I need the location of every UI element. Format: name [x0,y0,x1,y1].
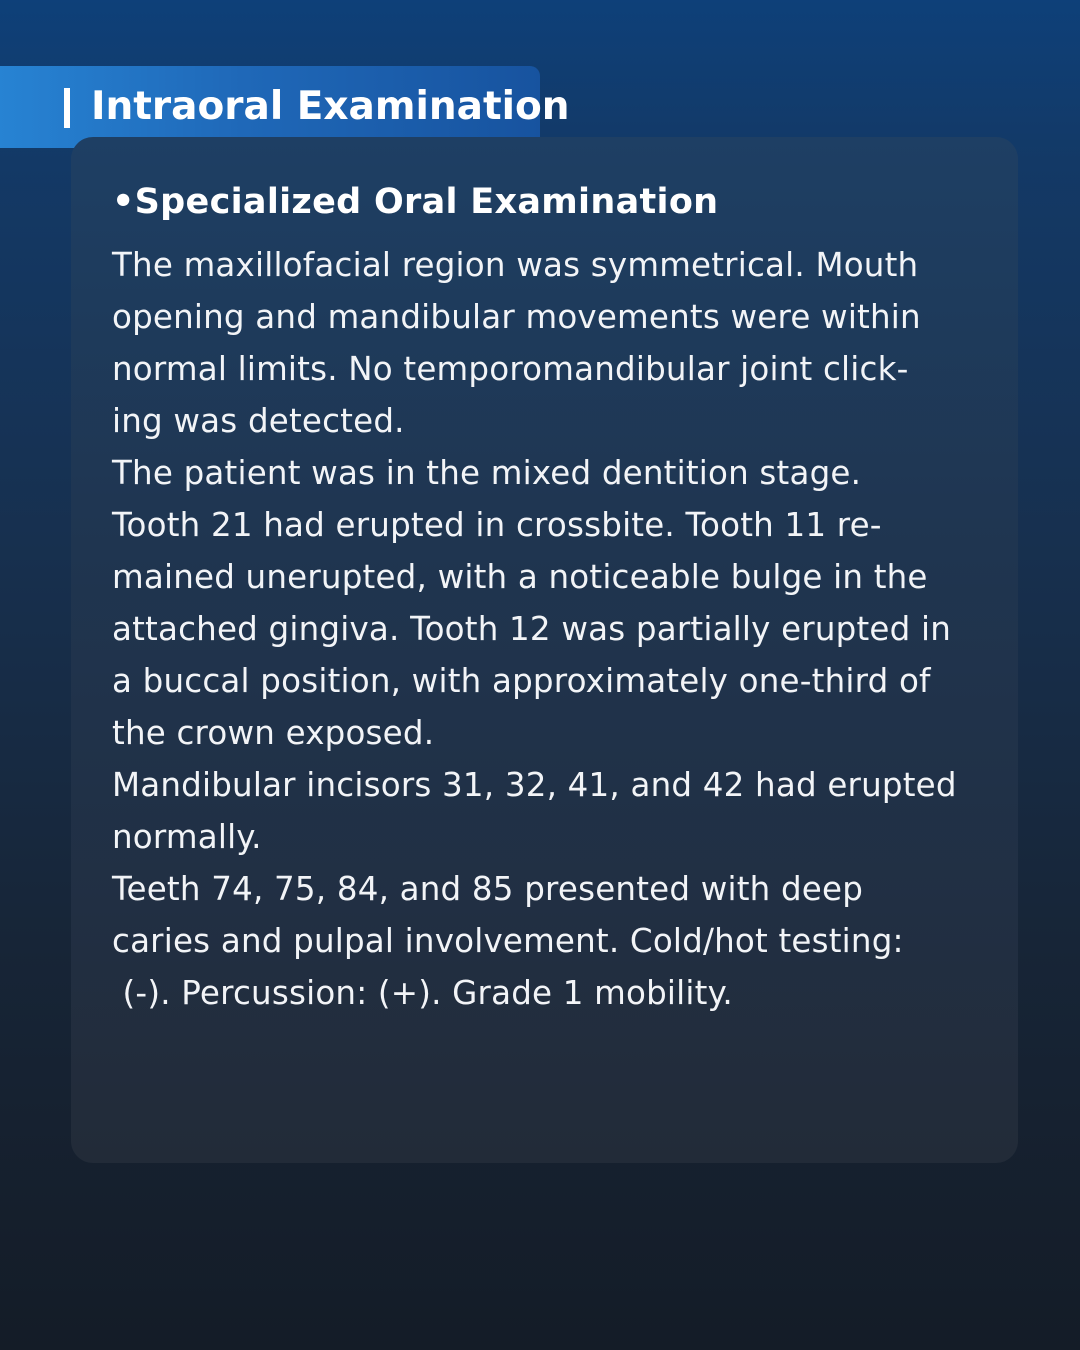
text-line: opening and mandibular movements were within [112,298,921,336]
text-line: normally. [112,818,262,856]
text-line: Teeth 74, 75, 84, and 85 presented with deep [112,870,864,908]
text-line: Tooth 21 had erupted in crossbite. Tooth 11 re- [112,506,882,544]
text-line: a buccal position, with approximately one-third of [112,662,931,700]
content-card [71,137,1018,1163]
text-line: The patient was in the mixed dentition stage. [112,454,862,492]
text-line: The maxillofacial region was symmetrical. Mouth [112,246,919,284]
section-heading: •Specialized Oral Examination [112,182,719,222]
text-line: normal limits. No temporomandibular joint click- [112,350,909,388]
page-title: Intraoral Examination [91,84,570,129]
examination-text [112,239,992,1019]
header-accent-bar [64,88,70,128]
text-line: (-). Percussion: (+). Grade 1 mobility. [112,974,733,1012]
text-line: caries and pulpal involvement. Cold/hot testing: [112,922,904,960]
section-header-tab [0,66,570,148]
text-line: Mandibular incisors 31, 32, 41, and 42 had erupted [112,766,957,804]
text-line: the crown exposed. [112,714,435,752]
text-line: mained unerupted, with a noticeable bulge in the [112,558,928,596]
text-line: attached gingiva. Tooth 12 was partially erupted in [112,610,952,648]
text-line: ing was detected. [112,402,405,440]
